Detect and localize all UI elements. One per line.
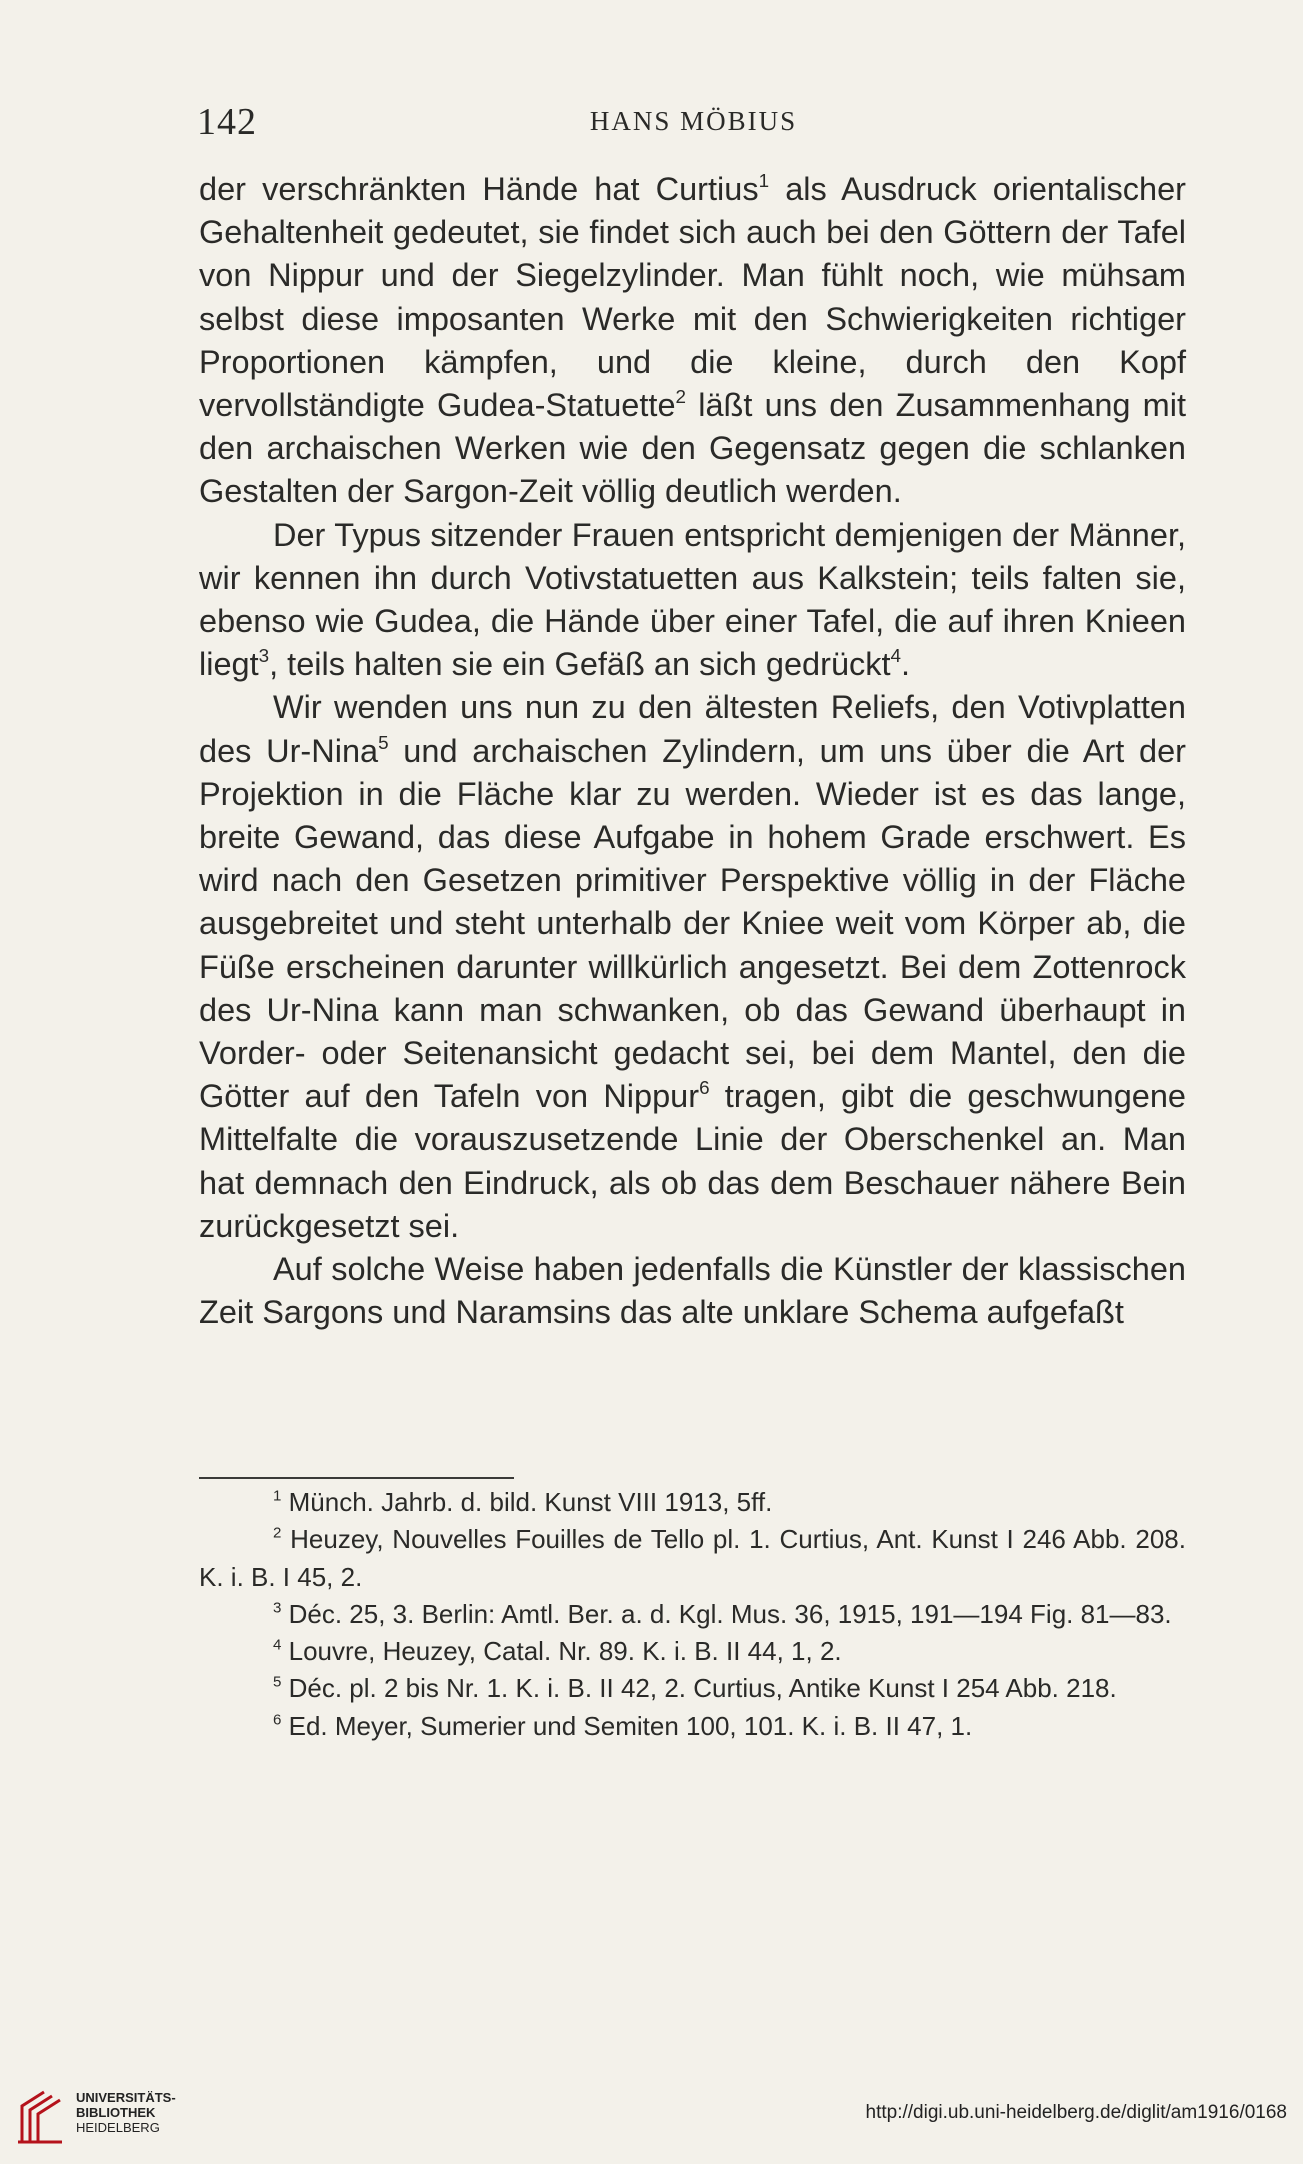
- permalink-url[interactable]: http://digi.ub.uni-heidelberg.de/diglit/am1916/0168: [865, 2102, 1287, 2123]
- footnote-number: 6: [273, 1711, 282, 1729]
- logo-line: BIBLIOTHEK: [76, 2105, 156, 2120]
- footnote-text: Münch. Jahrb. d. bild. Kunst VIII 1913, 5ff.: [288, 1487, 773, 1517]
- footnote-number: 5: [273, 1673, 282, 1691]
- text-run: Der Typus sitzender Frauen entspricht demjenigen der Männer, wir kennen ihn durch Votivstatuetten aus Kalkstein; teils falten sie, ebenso wie Gudea, die Hände über einer Tafel, die auf ihren Knieen liegt: [199, 516, 1186, 683]
- footnote-ref-2: 2: [675, 385, 687, 407]
- text-run: .: [901, 646, 911, 683]
- footnotes: [199, 1484, 1186, 1745]
- body-text: [199, 168, 1186, 1334]
- footnote-number: 4: [273, 1636, 282, 1654]
- page-header: [197, 100, 1190, 150]
- footnote-5: [199, 1670, 1186, 1707]
- text-run: , teils halten sie ein Gefäß an sich gedrückt: [269, 646, 891, 683]
- footnote-text: Déc. pl. 2 bis Nr. 1. K. i. B. II 42, 2. Curtius, Antike Kunst I 254 Abb. 218.: [288, 1673, 1117, 1704]
- paragraph-3: [199, 686, 1186, 1248]
- paragraph-1: [199, 168, 1186, 514]
- footnote-4: [199, 1633, 1186, 1670]
- footnote-6: [199, 1708, 1186, 1745]
- library-logo-text: [76, 2090, 176, 2135]
- footnote-number: 2: [273, 1524, 282, 1542]
- footnote-number: 1: [273, 1487, 282, 1505]
- footnote-divider: [199, 1477, 514, 1479]
- text-run: läßt uns den Zusammenhang mit den archaischen Werken wie den Gegensatz gegen die schlanken Gestalten der Sargon-Zeit völlig deutlich werden.: [199, 387, 1186, 510]
- text-run: als Ausdruck orientalischer Gehaltenheit gedeutet, sie findet sich auch bei den Göttern der Tafel von Nippur und der Siegelzylinder. Man fühlt noch, wie mühsam selbst diese imposanten Werke mit den Schwierigkeiten richtiger Proportionen kämpfen, und die kleine, durch den Kopf vervollständigte Gudea-Statuette: [199, 171, 1187, 424]
- text-run: tragen, gibt die geschwungene Mittelfalte die vorauszusetzende Linie der Oberschenkel an. Man hat demnach den Eindruck, als ob das dem Beschauer nähere Bein zurückgesetzt sei.: [199, 1078, 1186, 1244]
- footnote-text: Ed. Meyer, Sumerier und Semiten 100, 101. K. i. B. II 47, 1.: [288, 1710, 973, 1741]
- footnote-ref-6: 6: [699, 1077, 710, 1099]
- running-head: HANS MÖBIUS: [589, 106, 798, 136]
- paragraph-4: Auf solche Weise haben jedenfalls die Künstler der klassischen Zeit Sargons und Naramsins das alte unklare Schema aufgefaßt: [199, 1251, 1186, 1331]
- footnote-3: [199, 1596, 1186, 1633]
- footnote-text: Heuzey, Nouvelles Fouilles de Tello pl. 1. Curtius, Ant. Kunst I 246 Abb. 208. K. i. B. I 45, 2.: [199, 1524, 1186, 1592]
- footnote-ref-1: 1: [758, 169, 770, 191]
- footnote-number: 3: [273, 1599, 282, 1617]
- page-number: 142: [197, 101, 257, 143]
- text-run: der verschränkten Hände hat Curtius: [199, 171, 759, 207]
- footnote-2: [199, 1521, 1186, 1596]
- library-logo[interactable]: [14, 2084, 174, 2154]
- footnote-text: Louvre, Heuzey, Catal. Nr. 89. K. i. B. II 44, 1, 2.: [288, 1636, 842, 1667]
- logo-line: HEIDELBERG: [76, 2120, 160, 2135]
- library-logo-icon: [14, 2084, 66, 2146]
- digitization-footer: [0, 2068, 1303, 2164]
- paragraph-2: [199, 514, 1186, 687]
- footnote-1: [199, 1484, 1186, 1521]
- footnote-ref-5: 5: [378, 731, 389, 753]
- footnote-text: Déc. 25, 3. Berlin: Amtl. Ber. a. d. Kgl. Mus. 36, 1915, 191—194 Fig. 81—83.: [288, 1598, 1172, 1629]
- text-run: Wir wenden uns nun zu den ältesten Reliefs, den Votivplatten des Ur-Nina: [199, 689, 1186, 769]
- logo-line: UNIVERSITÄTS-: [76, 2090, 176, 2105]
- text-run: und archaischen Zylindern, um uns über die Art der Projektion in die Fläche klar zu werden. Wieder ist es das lange, breite Gewand, das diese Aufgabe in hohem Grade erschwert. Es wird nach den Gesetzen primitiver Perspektive völlig in der Fläche ausgebreitet und steht unterhalb der Kniee weit vom Körper ab, die Füße erscheinen darunter willkürlich angesetzt. Bei dem Zottenrock des Ur-Nina kann man schwanken, ob das Gewand überhaupt in Vorder- oder Seitenansicht gedacht sei, bei dem Mantel, den die Götter auf den Tafeln von Nippur: [199, 732, 1186, 1115]
- footnote-ref-3: 3: [258, 645, 270, 667]
- footnote-ref-4: 4: [890, 645, 902, 667]
